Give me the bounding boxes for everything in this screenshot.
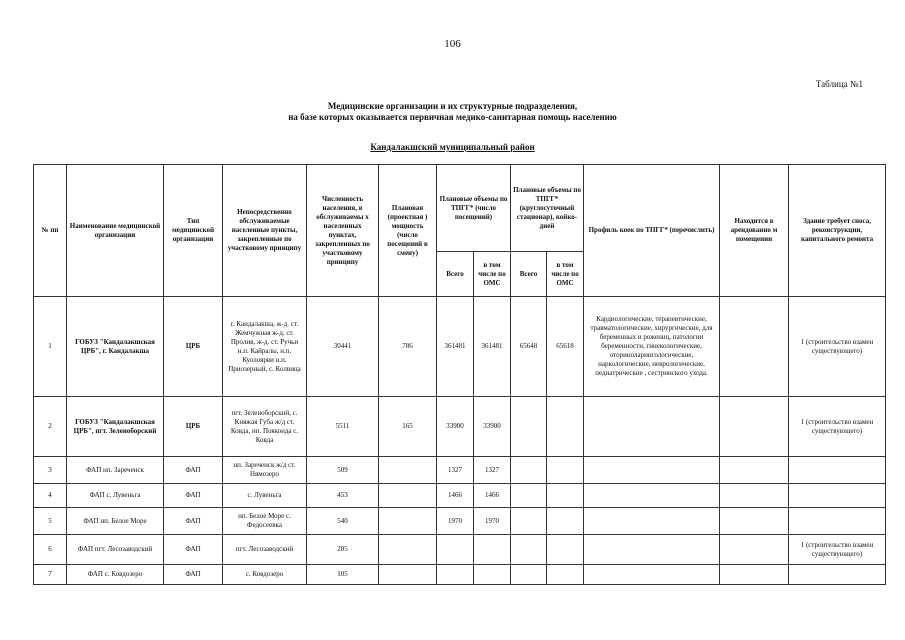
row-beds-oms <box>547 484 584 508</box>
document-title <box>0 101 905 123</box>
row-name: ФАП нп. Зареченск <box>67 457 164 484</box>
row-capacity <box>379 484 437 508</box>
row-visits-oms: 33900 <box>474 397 511 457</box>
row-beds-total <box>511 484 547 508</box>
row-beds-total <box>511 565 547 585</box>
header-num: № пп <box>34 165 67 297</box>
row-capacity <box>379 457 437 484</box>
row-visits-oms: 1466 <box>474 484 511 508</box>
row-profile <box>584 397 720 457</box>
row-visits-total: 33900 <box>437 397 474 457</box>
row-population: 540 <box>307 508 379 535</box>
row-repair: 1 (строительство взамен существующего) <box>789 397 886 457</box>
header-beddays: Плановые объемы по ТПГГ* (круглосуточный стационар), койко-дней <box>511 165 584 252</box>
row-visits-oms: 361481 <box>474 297 511 397</box>
table-row <box>34 565 886 585</box>
title-line-2: на базе которых оказывается первичная медико-санитарная помощь населению <box>288 112 617 122</box>
row-profile <box>584 565 720 585</box>
header-name: Наименование медицинской организации <box>67 165 164 297</box>
row-population: 453 <box>307 484 379 508</box>
table-row <box>34 484 886 508</box>
row-visits-total: 361481 <box>437 297 474 397</box>
title-line-1: Медицинские организации и их структурные подразделения, <box>327 101 578 111</box>
row-rented <box>720 297 789 397</box>
row-rented <box>720 457 789 484</box>
row-visits-total: 1970 <box>437 508 474 535</box>
organizations-table <box>33 164 886 585</box>
row-beds-total <box>511 508 547 535</box>
row-repair: 1 (строительство взамен существующего) <box>789 535 886 565</box>
header-repair: Здание требует сноса, реконструкции, капитального ремонта <box>789 165 886 297</box>
row-beds-oms <box>547 565 584 585</box>
table-row <box>34 397 886 457</box>
header-visits-total: Всего <box>437 252 474 297</box>
row-beds-oms: 65618 <box>547 297 584 397</box>
row-name: ФАП пгт. Лесозаводский <box>67 535 164 565</box>
row-visits-total <box>437 535 474 565</box>
row-capacity <box>379 535 437 565</box>
row-visits-total: 1327 <box>437 457 474 484</box>
row-num: 7 <box>34 565 67 585</box>
header-beds-oms: в том числе по ОМС <box>547 252 584 297</box>
row-type: ЦРБ <box>164 397 223 457</box>
row-population: 105 <box>307 565 379 585</box>
row-profile <box>584 535 720 565</box>
row-profile: Кардиологические, терапевтические, травматологические, хирургические, для беременных и рожениц, патологии беременности, гинекологические, оториноларингологические, наркологические, неврологические, педиатрические , сестринского ухода. <box>584 297 720 397</box>
row-capacity <box>379 565 437 585</box>
row-profile <box>584 484 720 508</box>
table-row <box>34 508 886 535</box>
table-row <box>34 535 886 565</box>
row-type: ФАП <box>164 535 223 565</box>
row-profile <box>584 508 720 535</box>
row-settlements: пгт. Зеленоборский, с. Княжая Губа ж/д ст. Ковда, нп. Пояконда с. Ковда <box>223 397 307 457</box>
row-beds-total: 65648 <box>511 297 547 397</box>
row-type: ФАП <box>164 508 223 535</box>
row-name: ГОБУЗ "Кандалакшская ЦРБ", пгт. Зеленоборский <box>67 397 164 457</box>
row-beds-total <box>511 397 547 457</box>
row-settlements: г. Кандалакша, ж-д. ст. Жемчужная ж-д. ст. Пролив, ж-д. ст. Ручьи н.п. Кайралы, н.п. Куолоярви н.п. Приозерный, с. Колвица <box>223 297 307 397</box>
row-visits-total <box>437 565 474 585</box>
row-beds-oms <box>547 508 584 535</box>
header-visits: Плановые объемы по ТПГГ* (число посещений) <box>437 165 511 252</box>
row-rented <box>720 535 789 565</box>
header-visits-oms: в том числе по ОМС <box>474 252 511 297</box>
row-rented <box>720 484 789 508</box>
row-type: ЦРБ <box>164 297 223 397</box>
row-repair <box>789 565 886 585</box>
row-capacity: 165 <box>379 397 437 457</box>
header-profile: Профиль коек по ТПГГ* (перечислить) <box>584 165 720 297</box>
row-settlements: нп. Зареченск ж/д ст. Нямозеро <box>223 457 307 484</box>
row-profile <box>584 457 720 484</box>
row-type: ФАП <box>164 484 223 508</box>
header-type: Тип медицинской организации <box>164 165 223 297</box>
header-population: Численность населения, в обслуживаемы х населенных пунктах, закрепленных по участковому принципу <box>307 165 379 297</box>
row-beds-oms <box>547 397 584 457</box>
row-visits-oms: 1970 <box>474 508 511 535</box>
row-num: 4 <box>34 484 67 508</box>
page-number: 106 <box>444 38 461 50</box>
row-num: 3 <box>34 457 67 484</box>
table-row <box>34 297 886 397</box>
header-settlements: Непосредственно обслуживаемые населенные пункты, закрепленные по участковому принципу <box>223 165 307 297</box>
row-repair <box>789 484 886 508</box>
row-type: ФАП <box>164 457 223 484</box>
row-settlements: с. Лувеньга <box>223 484 307 508</box>
header-rented: Находится в арендованно м помещении <box>720 165 789 297</box>
row-population: 5511 <box>307 397 379 457</box>
row-repair <box>789 508 886 535</box>
row-rented <box>720 397 789 457</box>
row-population: 285 <box>307 535 379 565</box>
table-label: Таблица №1 <box>815 79 863 89</box>
row-num: 2 <box>34 397 67 457</box>
row-beds-oms <box>547 457 584 484</box>
header-capacity: Плановая (проектная ) мощность (число посещений в смену) <box>379 165 437 297</box>
row-name: ФАП с. Ковдозеро <box>67 565 164 585</box>
row-name: ФАП нп. Белое Море <box>67 508 164 535</box>
header-beds-total: Всего <box>511 252 547 297</box>
row-capacity: 786 <box>379 297 437 397</box>
row-name: ФАП с. Лувеньга <box>67 484 164 508</box>
row-type: ФАП <box>164 565 223 585</box>
row-rented <box>720 508 789 535</box>
table-row <box>34 457 886 484</box>
row-settlements: с. Ковдозеро <box>223 565 307 585</box>
row-visits-oms <box>474 565 511 585</box>
row-rented <box>720 565 789 585</box>
row-repair: 1 (строительство взамен существующего) <box>789 297 886 397</box>
row-visits-total: 1466 <box>437 484 474 508</box>
row-repair <box>789 457 886 484</box>
row-visits-oms: 1327 <box>474 457 511 484</box>
row-capacity <box>379 508 437 535</box>
row-num: 1 <box>34 297 67 397</box>
row-num: 5 <box>34 508 67 535</box>
row-name: ГОБУЗ "Кандалакшская ЦРБ", г. Кандалакша <box>67 297 164 397</box>
district-heading: Кандалакшский муниципальный район <box>370 142 535 152</box>
row-settlements: нп. Белое Море с. Федосеевка <box>223 508 307 535</box>
row-settlements: пгт. Лесозаводский <box>223 535 307 565</box>
row-num: 6 <box>34 535 67 565</box>
row-visits-oms <box>474 535 511 565</box>
row-population: 509 <box>307 457 379 484</box>
row-beds-total <box>511 535 547 565</box>
row-beds-total <box>511 457 547 484</box>
row-population: 30441 <box>307 297 379 397</box>
row-beds-oms <box>547 535 584 565</box>
